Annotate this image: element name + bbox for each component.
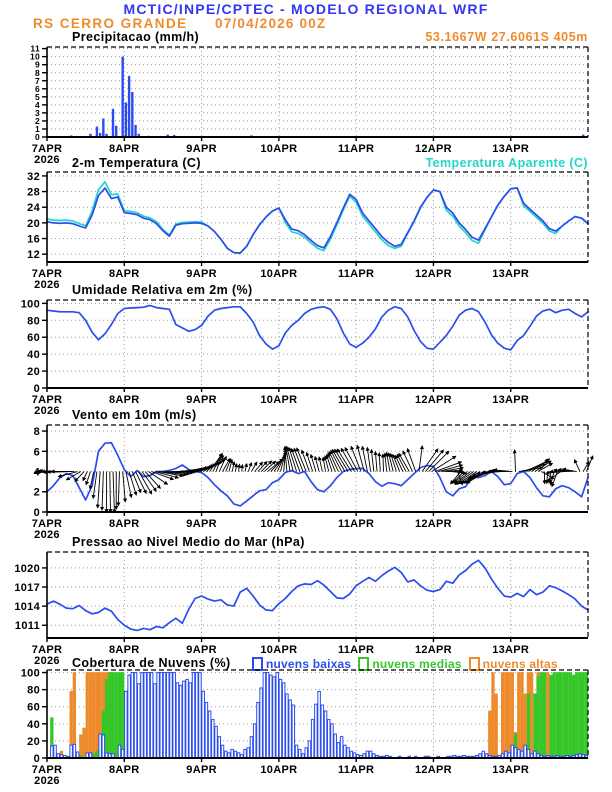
svg-text:9: 9 (34, 59, 40, 70)
panel-title-precipitation: Precipitacao (mm/h) (72, 30, 200, 44)
svg-text:8APR: 8APR (109, 644, 140, 656)
svg-text:10APR: 10APR (260, 518, 298, 530)
svg-text:6: 6 (34, 83, 40, 94)
svg-text:9APR: 9APR (186, 394, 217, 406)
svg-text:2: 2 (34, 115, 40, 126)
station-name: RS CERRO GRANDE (33, 16, 188, 31)
station-coordinates: 53.1667W 27.6061S 405m (425, 30, 588, 44)
svg-text:11APR: 11APR (337, 518, 375, 530)
svg-text:7APR: 7APR (31, 518, 63, 530)
svg-text:9APR: 9APR (186, 764, 217, 776)
svg-text:13APR: 13APR (492, 394, 530, 406)
svg-text:4: 4 (34, 99, 40, 110)
svg-text:28: 28 (27, 186, 40, 199)
svg-text:60: 60 (27, 701, 40, 714)
svg-text:16: 16 (27, 233, 40, 246)
svg-text:1020: 1020 (14, 562, 40, 575)
legend-label-mid-clouds: nuvens medias (372, 657, 462, 671)
svg-text:8: 8 (34, 67, 40, 78)
svg-text:13APR: 13APR (492, 764, 530, 776)
svg-text:12APR: 12APR (414, 644, 452, 656)
panel-title-cloud-cover: Cobertura de Nuvens (%) (72, 656, 231, 670)
svg-text:8APR: 8APR (109, 268, 140, 280)
svg-text:9APR: 9APR (186, 518, 217, 530)
svg-text:10APR: 10APR (260, 764, 298, 776)
svg-text:10APR: 10APR (260, 644, 298, 656)
svg-text:60: 60 (27, 332, 40, 345)
svg-text:1017: 1017 (14, 581, 40, 594)
svg-text:12APR: 12APR (414, 143, 452, 155)
panel-title-pressure: Pressao ao Nivel Medio do Mar (hPa) (72, 535, 305, 549)
svg-text:20: 20 (27, 217, 40, 230)
panel-title-apparent-temperature: Temperatura Aparente (C) (425, 156, 588, 170)
svg-text:8APR: 8APR (109, 764, 140, 776)
svg-text:40: 40 (27, 718, 40, 731)
svg-text:11APR: 11APR (337, 644, 375, 656)
svg-text:9APR: 9APR (186, 644, 217, 656)
svg-text:1014: 1014 (14, 601, 40, 614)
svg-text:24: 24 (27, 202, 40, 215)
svg-text:4: 4 (33, 466, 40, 479)
svg-text:80: 80 (27, 684, 40, 697)
svg-text:11APR: 11APR (337, 268, 375, 280)
svg-text:10APR: 10APR (260, 394, 298, 406)
svg-text:2026: 2026 (34, 775, 60, 787)
svg-text:12APR: 12APR (414, 764, 452, 776)
svg-text:12: 12 (27, 249, 40, 262)
svg-text:100: 100 (20, 667, 40, 680)
svg-text:10APR: 10APR (260, 143, 298, 155)
svg-text:3: 3 (34, 107, 40, 118)
svg-text:5: 5 (34, 91, 40, 102)
svg-text:13APR: 13APR (492, 143, 530, 155)
model-title: MCTIC/INPE/CPTEC - MODELO REGIONAL WRF (123, 1, 489, 17)
svg-text:8: 8 (33, 426, 40, 439)
svg-text:7APR: 7APR (31, 394, 63, 406)
svg-text:6: 6 (33, 446, 40, 459)
svg-text:8APR: 8APR (109, 518, 140, 530)
svg-text:2: 2 (33, 486, 40, 499)
svg-text:7APR: 7APR (31, 644, 63, 656)
svg-text:0: 0 (34, 132, 40, 143)
svg-text:12APR: 12APR (414, 268, 452, 280)
svg-text:11APR: 11APR (337, 394, 375, 406)
svg-text:2026: 2026 (34, 279, 60, 291)
svg-text:20: 20 (27, 735, 40, 748)
svg-text:8APR: 8APR (109, 394, 140, 406)
panel-title-wind: Vento em 10m (m/s) (72, 408, 197, 422)
svg-text:9APR: 9APR (186, 143, 217, 155)
legend-label-low-clouds: nuvens baixas (266, 657, 352, 671)
panel-title-humidity: Umidade Relativa em 2m (%) (72, 283, 253, 297)
svg-text:7: 7 (34, 75, 40, 86)
svg-text:0: 0 (33, 382, 40, 395)
svg-text:11APR: 11APR (337, 764, 375, 776)
svg-text:10: 10 (29, 51, 40, 62)
model-run-datetime: 07/04/2026 00Z (215, 16, 327, 31)
svg-text:1011: 1011 (14, 620, 40, 633)
svg-text:11: 11 (30, 43, 40, 54)
panel-title-temperature: 2-m Temperatura (C) (72, 156, 201, 170)
svg-text:2026: 2026 (34, 529, 60, 541)
svg-text:2026: 2026 (34, 655, 60, 667)
svg-text:9APR: 9APR (186, 268, 217, 280)
svg-text:13APR: 13APR (492, 518, 530, 530)
svg-text:1: 1 (34, 124, 40, 135)
svg-text:0: 0 (33, 752, 40, 765)
svg-text:100: 100 (20, 298, 40, 311)
svg-text:10APR: 10APR (260, 268, 298, 280)
svg-text:0: 0 (33, 506, 40, 519)
svg-text:7APR: 7APR (31, 143, 63, 155)
svg-text:7APR: 7APR (31, 764, 63, 776)
svg-text:8APR: 8APR (109, 143, 140, 155)
svg-text:40: 40 (27, 349, 40, 362)
svg-text:20: 20 (27, 366, 40, 379)
svg-text:2026: 2026 (34, 154, 60, 166)
svg-text:32: 32 (27, 170, 40, 183)
legend-label-high-clouds: nuvens altas (482, 657, 558, 671)
svg-text:12APR: 12APR (414, 394, 452, 406)
svg-text:13APR: 13APR (492, 268, 530, 280)
svg-text:11APR: 11APR (337, 143, 375, 155)
svg-text:13APR: 13APR (492, 644, 530, 656)
svg-text:12APR: 12APR (414, 518, 452, 530)
svg-text:2026: 2026 (34, 405, 60, 417)
svg-text:7APR: 7APR (31, 268, 63, 280)
svg-text:80: 80 (27, 315, 40, 328)
